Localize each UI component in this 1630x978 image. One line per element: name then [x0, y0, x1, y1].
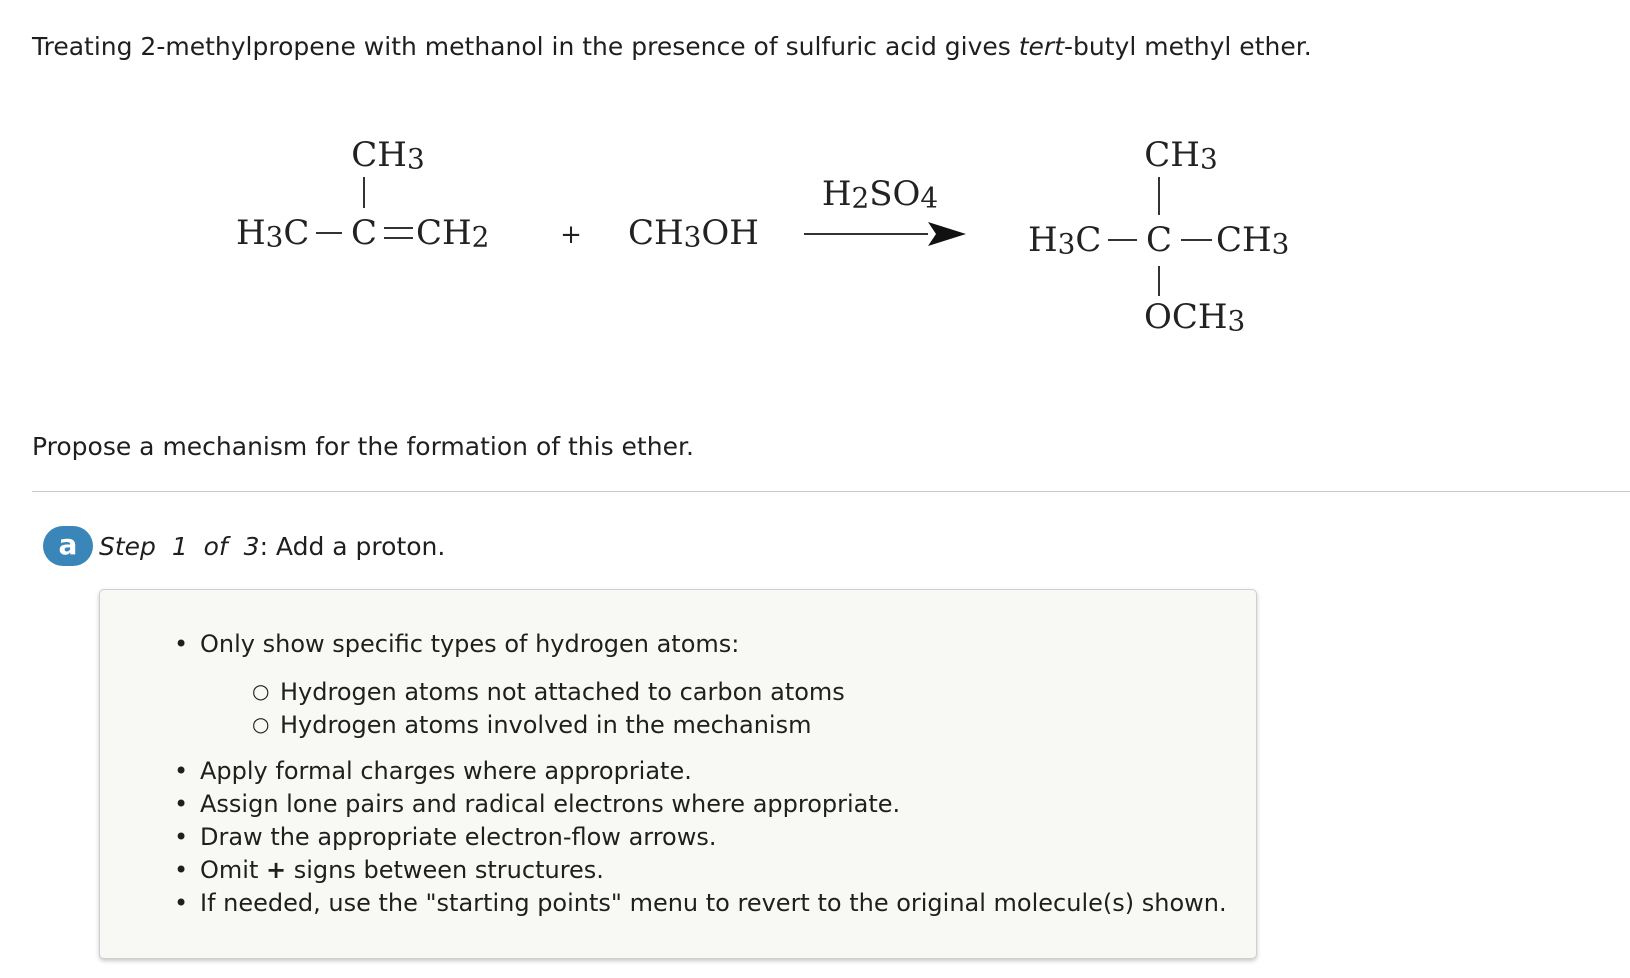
- step-badge[interactable]: a: [43, 526, 93, 566]
- step-header: [43, 526, 445, 566]
- instruction-text: Apply formal charges where appropriate.: [200, 757, 692, 785]
- instruction-text: Only show specific types of hydrogen atoms:: [200, 630, 740, 658]
- question-prompt: Propose a mechanism for the formation of this ether.: [32, 432, 694, 461]
- circle-bullet-icon: ○: [252, 712, 270, 736]
- section-divider: [32, 491, 1630, 492]
- reactant1-methylene: CH2: [416, 213, 490, 254]
- instruction-item: [174, 821, 1227, 854]
- bullet-icon: •: [174, 757, 189, 785]
- product-methoxy-group: OCH3: [1144, 297, 1246, 338]
- bullet-icon: •: [174, 790, 189, 818]
- instruction-text: Draw the appropriate electron-flow arrows.: [200, 823, 717, 851]
- instruction-subtext: Hydrogen atoms not attached to carbon atoms: [280, 678, 845, 706]
- product-top-methyl: CH3: [1144, 135, 1218, 176]
- instruction-subtext: Hydrogen atoms involved in the mechanism: [280, 711, 812, 739]
- instruction-text-start: Omit: [200, 856, 266, 884]
- reactant-2-methylpropene: [236, 135, 489, 254]
- instruction-subitem: [252, 709, 845, 742]
- intro-text-end: -butyl methyl ether.: [1064, 32, 1312, 61]
- reagent-sulfuric-acid: H2SO4: [821, 174, 939, 215]
- bullet-icon: •: [174, 630, 189, 658]
- step-of-word: of: [203, 531, 228, 561]
- step-total-number: 3: [243, 531, 260, 561]
- reactant1-central-carbon: C: [350, 213, 378, 253]
- bullet-icon: •: [174, 856, 189, 884]
- bullet-icon: •: [174, 889, 189, 917]
- step-current-number: 1: [171, 531, 188, 561]
- instruction-item: [174, 628, 740, 661]
- reactant1-top-methyl: CH3: [351, 135, 425, 176]
- instructions-sublist: [252, 676, 845, 742]
- instruction-item: [174, 788, 1227, 821]
- reactant-methanol: CH3OH: [628, 213, 759, 254]
- circle-bullet-icon: ○: [252, 679, 270, 703]
- intro-text-start: Treating 2-methylpropene with methanol in the presence of sulfuric acid gives: [32, 32, 1019, 61]
- product-central-carbon: C: [1145, 220, 1173, 260]
- instruction-item: [174, 854, 1227, 887]
- reaction-arrow: [804, 174, 966, 246]
- step-label: Step: [99, 531, 156, 561]
- instruction-item: [174, 755, 1227, 788]
- step-title: [99, 532, 445, 561]
- reaction-scheme: [0, 0, 1630, 380]
- instruction-text: If needed, use the "starting points" menu to revert to the original molecule(s) shown.: [200, 889, 1227, 917]
- product-right-methyl: CH3: [1216, 220, 1290, 261]
- instruction-subitem: [252, 676, 845, 709]
- bullet-icon: •: [174, 823, 189, 851]
- reaction-plus-sign: +: [560, 220, 582, 250]
- instruction-text-end: signs between structures.: [286, 856, 604, 884]
- step-description: : Add a proton.: [259, 531, 446, 561]
- plus-sign-icon: +: [265, 856, 287, 884]
- instructions-list-top: [174, 628, 740, 661]
- instruction-item: [174, 887, 1227, 920]
- instructions-panel: [99, 589, 1257, 959]
- product-left-methyl: H3C: [1028, 220, 1102, 261]
- instructions-list-bottom: [174, 755, 1227, 920]
- reactant1-left-methyl: H3C: [236, 213, 310, 254]
- arrow-head: [928, 222, 966, 246]
- product-tert-butyl-methyl-ether: [1028, 135, 1289, 338]
- instruction-text: Assign lone pairs and radical electrons where appropriate.: [200, 790, 901, 818]
- intro-text-italic: tert: [1018, 32, 1065, 61]
